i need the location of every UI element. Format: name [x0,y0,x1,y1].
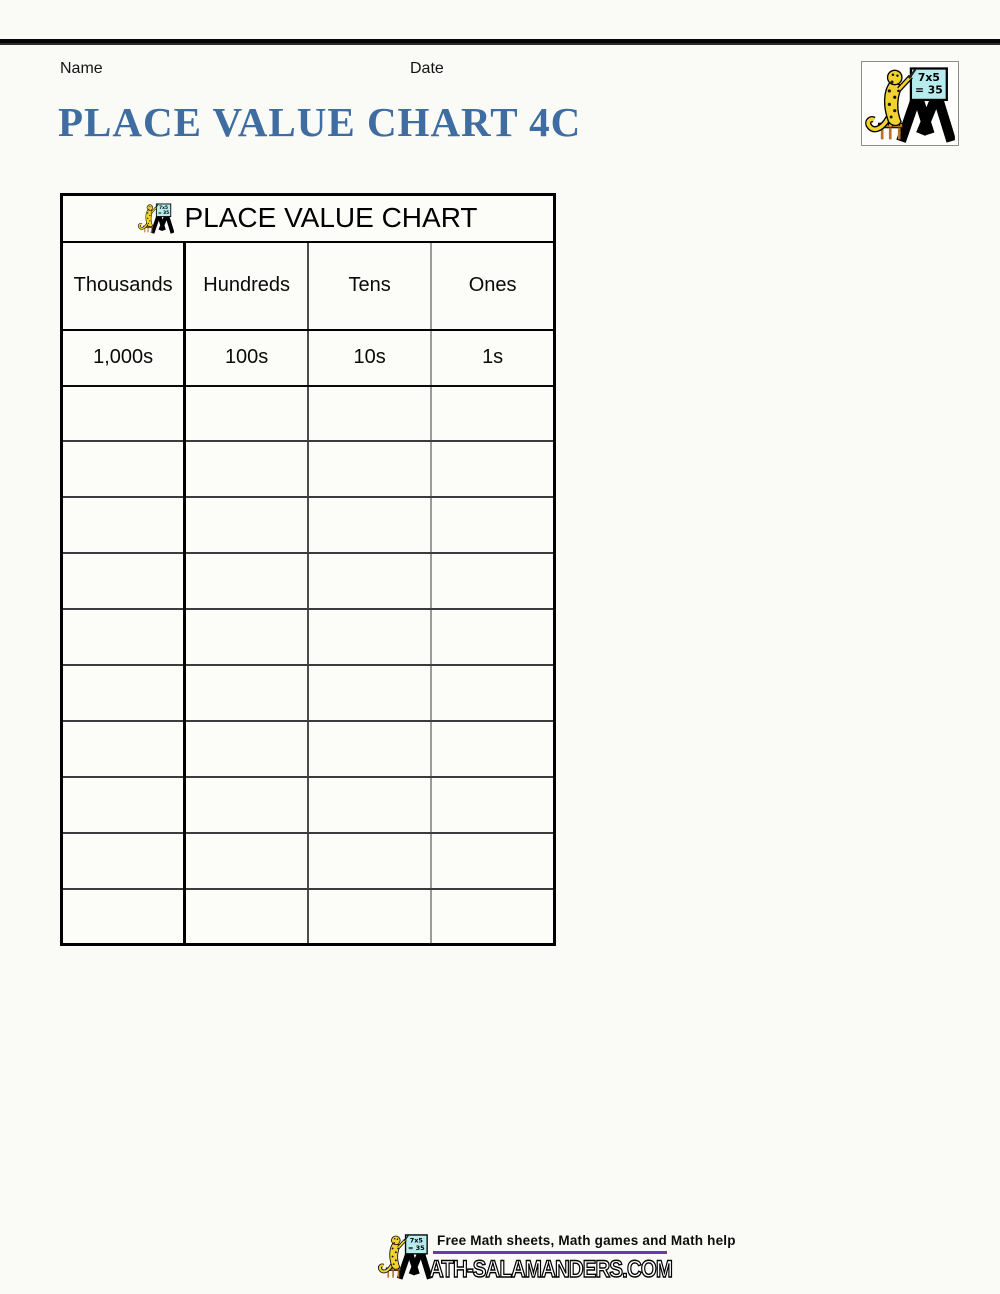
subheader-ones: 1s [431,330,554,386]
empty-row [62,553,555,609]
empty-row [62,386,555,442]
empty-cell [308,553,431,609]
empty-cell [431,441,554,497]
empty-cell [308,889,431,945]
empty-row [62,609,555,665]
empty-cell [62,665,185,721]
empty-cell [185,386,308,442]
subheader-tens: 10s [308,330,431,386]
name-label: Name [60,60,103,77]
empty-cell [62,441,185,497]
empty-cell [62,609,185,665]
salamander-logo-icon [865,64,955,143]
empty-cell [308,777,431,833]
empty-cell [431,553,554,609]
empty-cell [308,609,431,665]
salamander-logo-icon-small [138,202,174,234]
top-divider-rule [0,39,1000,45]
empty-cell [431,889,554,945]
empty-row [62,777,555,833]
empty-cell [431,386,554,442]
empty-cell [62,721,185,777]
empty-row [62,833,555,889]
empty-cell [431,833,554,889]
empty-cell [431,721,554,777]
empty-cell [185,553,308,609]
empty-cell [62,777,185,833]
page-title: PLACE VALUE CHART 4C [58,99,582,145]
empty-cell [185,441,308,497]
empty-cell [431,777,554,833]
footer-salamander-logo-icon [378,1231,432,1281]
subheader-hundreds: 100s [185,330,308,386]
column-header-ones: Ones [431,242,554,330]
place-value-table [60,193,556,946]
empty-cell [185,777,308,833]
empty-cell [185,497,308,553]
empty-cell [62,497,185,553]
column-header-thousands: Thousands [62,242,185,330]
empty-cell [185,665,308,721]
table-title: PLACE VALUE CHART [184,202,478,234]
empty-cell [308,441,431,497]
footer-divider-rule [433,1251,667,1254]
place-value-table-body [62,195,555,386]
empty-cell [308,497,431,553]
empty-cell [62,386,185,442]
empty-cell [185,721,308,777]
empty-cell [308,386,431,442]
empty-cell [62,889,185,945]
footer-tagline: Free Math sheets, Math games and Math help [437,1233,736,1248]
empty-cell [308,665,431,721]
empty-cell [431,665,554,721]
column-header-hundreds: Hundreds [185,242,308,330]
empty-row [62,665,555,721]
empty-row [62,721,555,777]
empty-cell [62,833,185,889]
empty-row [62,441,555,497]
empty-cell [185,889,308,945]
date-label: Date [410,60,444,77]
empty-cell [62,553,185,609]
column-header-tens: Tens [308,242,431,330]
table-title-row [62,195,555,242]
empty-cell [431,497,554,553]
empty-row [62,889,555,945]
subheader-thousands: 1,000s [62,330,185,386]
empty-cell [431,609,554,665]
empty-cell [185,833,308,889]
empty-cell [185,609,308,665]
corner-logo-box [861,61,959,146]
column-header-row [62,242,555,330]
subheader-row [62,330,555,386]
empty-cell [308,721,431,777]
footer-site-text: ATH-SALAMANDERS.COM [429,1256,672,1283]
empty-cell [308,833,431,889]
empty-rows-body [62,386,555,945]
empty-row [62,497,555,553]
